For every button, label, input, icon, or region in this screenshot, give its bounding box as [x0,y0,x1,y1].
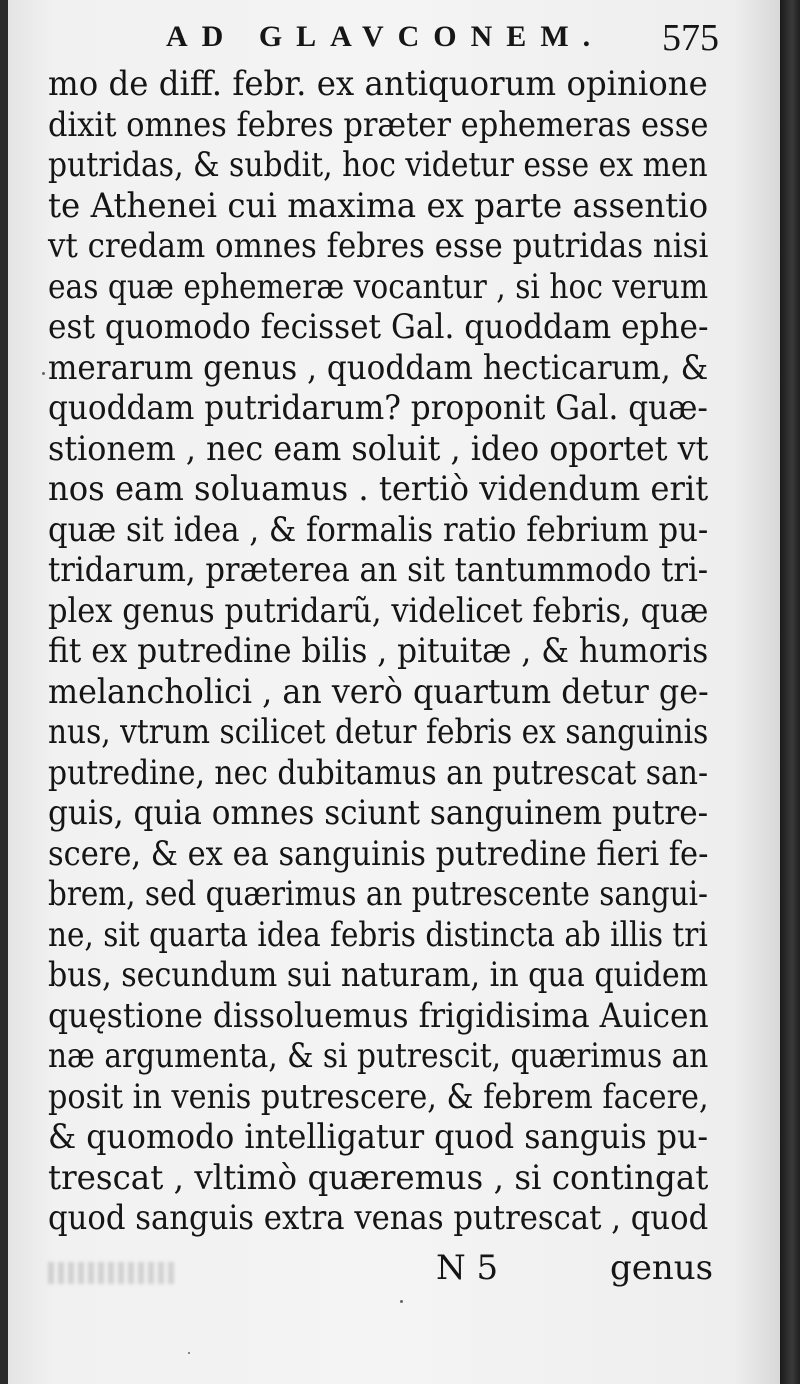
text-line: mo de diff. febr. ex antiquorum opinione [48,64,708,104]
text-line: est quomodo fecisset Gal. quoddam ephe- [48,307,709,347]
text-line: plex genus putridarũ, videlicet febris, quæ [48,590,709,631]
page-header [8,14,780,62]
text-line: nus, vtrum scilicet detur febris ex sanguinis [48,712,709,752]
text-line: & quomodo intelligatur quod sanguis pu- [48,1117,709,1157]
text-line: fit ex putredine bilis , pituitæ , & humoris [48,631,709,671]
text-line: posit in venis putrescere, & febrem facere, [48,1076,709,1117]
text-line: quoddam putridarum? proponit Gal. quæ- [48,388,708,428]
text-line: melancholici , an verò quartum detur ge- [48,671,709,712]
text-line: næ argumenta, & si putrescit, quærimus an [48,1036,709,1076]
text-line: dixit omnes febres præter ephemeras esse [48,104,709,145]
book-page [8,0,780,1384]
signature-mark: N 5 [436,1248,499,1288]
ink-speck [400,1300,403,1303]
text-line: quæ sit idea , & formalis ratio febrium pu- [48,509,709,550]
text-line: stionem , nec eam soluit , ideo oportet vt [48,428,709,469]
text-line: trescat , vltimò quæremus , si contingat [48,1157,709,1198]
text-line: bus, secundum sui naturam, in qua quidem [48,955,709,995]
text-line: brem, sed quærimus an putrescente sangui- [48,874,708,914]
text-line: tridarum, præterea an sit tantummodo tri- [48,550,709,590]
text-line: eas quæ ephemeræ vocantur , si hoc verum [48,266,709,307]
text-line: putridas, & subdit, hoc videtur esse ex men [48,145,708,185]
text-line: vt credam omnes febres esse putridas nisi [48,226,709,266]
ink-speck [188,1352,190,1354]
text-line: quęstione dissoluemus frigidisima Auicen [48,995,709,1036]
text-line: scere, & ex ea sanguinis putredine fieri fe- [48,833,709,874]
text-line: merarum genus , quoddam hecticarum, & [48,347,709,388]
text-line: guis, quia omnes sciunt sanguinem putre- [48,793,709,833]
body-text [48,64,708,1239]
text-line: quod sanguis extra venas putrescat , quod [48,1198,709,1238]
ink-speck [42,372,45,375]
page-edge [780,0,800,1384]
text-line: putredine, nec dubitamus an putrescat san- [48,752,709,793]
page-footer [8,1248,780,1298]
running-head: AD GLAVCONEM. [166,20,605,53]
catchword: genus [610,1248,714,1288]
text-line: ne, sit quarta idea febris distincta ab illis tri [48,914,708,955]
page-number: 575 [662,17,719,59]
text-line: nos eam soluamus . tertiò videndum erit [48,469,709,509]
text-line: te Athenei cui maxima ex parte assentio [48,185,709,226]
